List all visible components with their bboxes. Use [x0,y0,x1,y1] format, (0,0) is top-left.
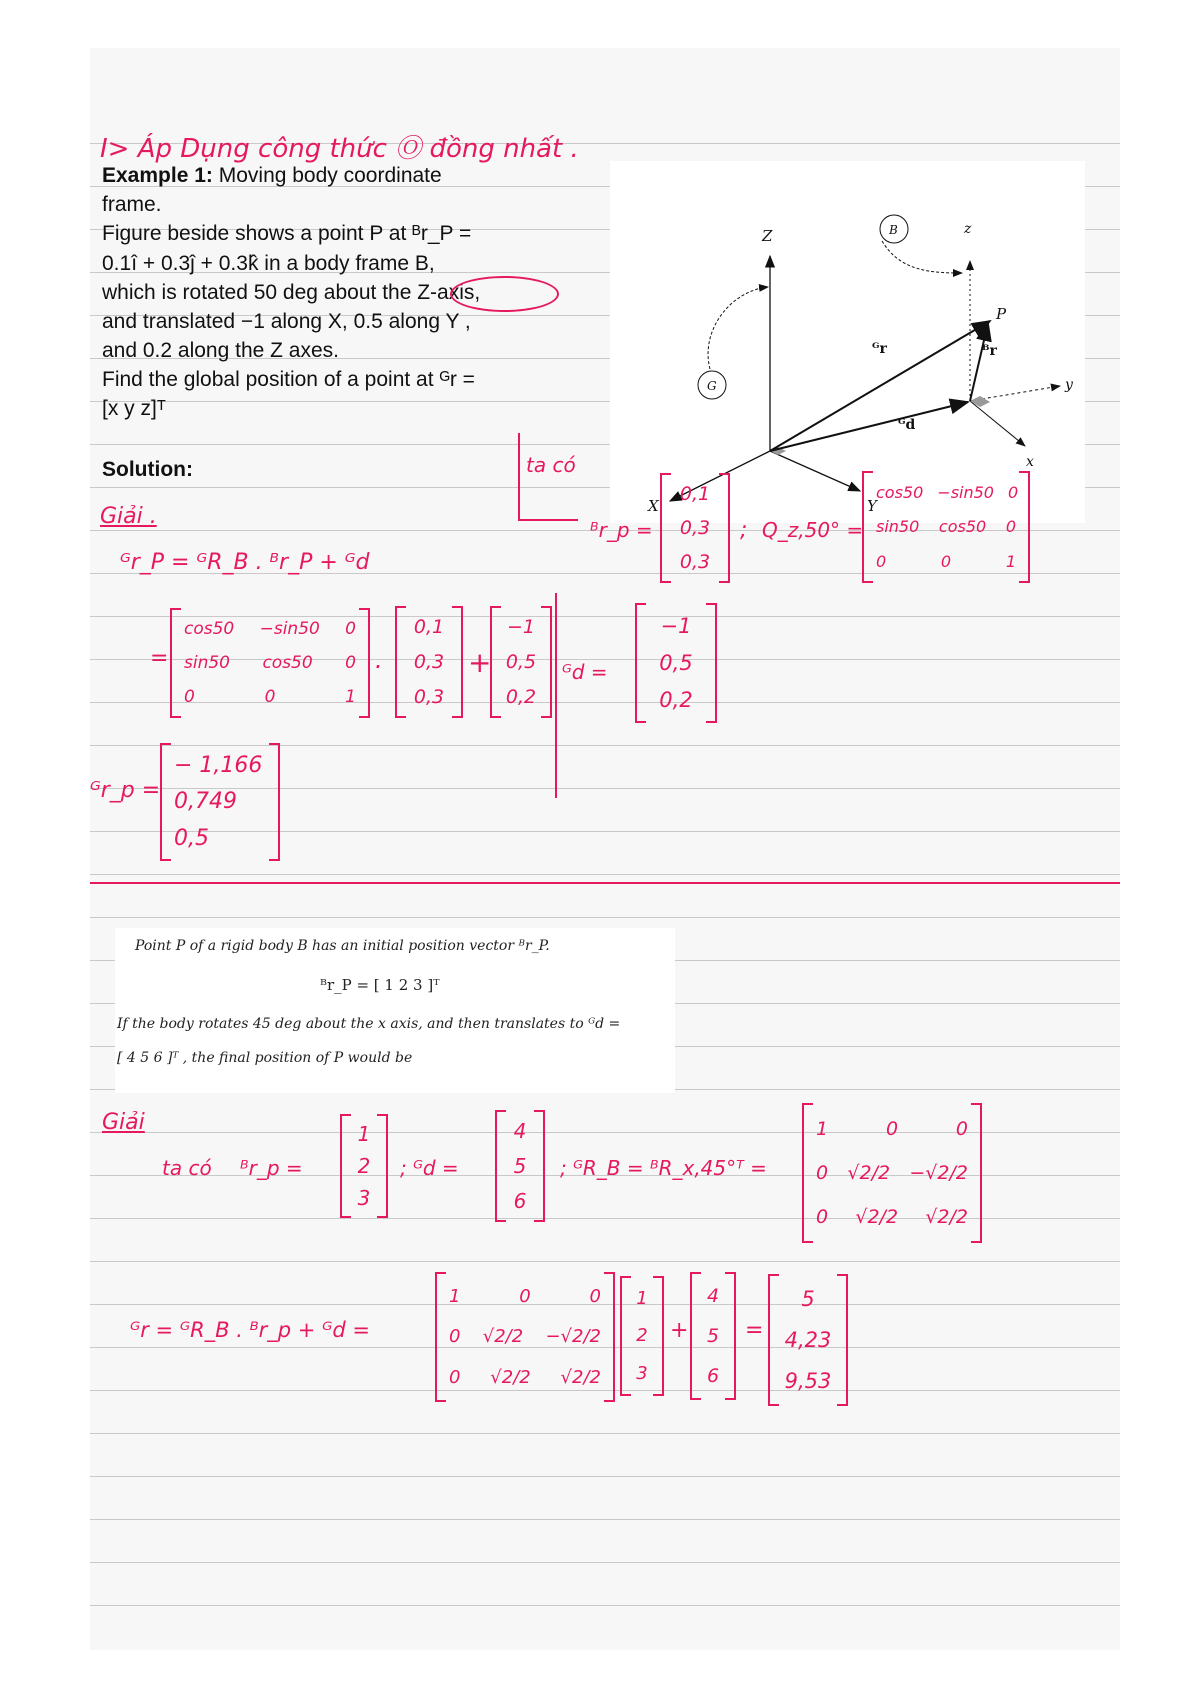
part2-gd-label: ; ᴳd = [400,1156,459,1180]
side-semicolon: ; [740,518,748,543]
side-q-label: Q_z,50° = [762,518,864,542]
label-y: y [1065,377,1073,393]
example-line: [x y z]ᵀ [102,397,166,420]
example-title-rest: Moving body coordinate [212,164,442,187]
coordinate-diagram [610,161,1085,523]
part1-equals: = [150,646,169,671]
part2-brp-vector: 1 2 3 [340,1114,388,1218]
side-divider-horizontal [518,519,578,521]
part1-result-label: ᴳr_p = [90,778,161,803]
part2-given-label: Giải [102,1110,145,1135]
label-Y: Y [867,497,877,515]
example-line: and 0.2 along the Z axes. [102,339,339,362]
part1-given-label: Giải . [100,504,157,529]
part1-rp-vector: 0,1 0,3 0,3 [395,606,463,718]
global-y-axis [770,451,860,491]
label-gd: ᴳd [898,417,916,433]
example-line: and translated −1 along X, 0.5 along Y , [102,310,471,333]
label-Z: Z [762,227,773,245]
side-q-matrix: cos50 −sin50 0 sin50 cos50 0 0 0 1 [862,471,1030,583]
part2-gd-vector: 4 5 6 [495,1110,545,1222]
part2-brp-label: ᴮr_p = [240,1156,303,1180]
problem2-line1: Point P of a rigid body B has an initial position vector ᴮr_P. [135,938,550,954]
frame-g-arrow [708,287,768,369]
body-origin-marker [970,396,990,407]
example-line: frame. [102,193,162,216]
part2-final-label: ᴳr = ᴳR_B . ᴮr_p + ᴳd = [130,1318,370,1342]
vector-br [970,323,988,401]
side-divider-lower [555,593,557,798]
example-title-line [102,164,442,188]
body-x-axis [970,401,1025,446]
side-brp-vector: 0,1 0,3 0,3 [660,473,730,583]
problem2-snippet [115,928,675,1093]
label-br: ᴮr [982,343,997,359]
side-gd-vector: −1 0,5 0,2 [635,603,717,723]
handwritten-heading: I> Áp Dụng công thức Ⓞ đồng nhất . [100,134,579,164]
part2-final-rotation-matrix: 1 0 0 0 √2/2 −√2/2 0 √2/2 √2/2 [435,1272,615,1402]
vector-gd [770,402,968,451]
side-brp-label: ᴮr_p = [590,518,653,542]
part1-equation: ᴳr_P = ᴳR_B . ᴮr_P + ᴳd [120,550,370,575]
label-x: x [1026,454,1034,470]
part1-dot: . [375,646,383,674]
part1-result-vector: − 1,166 0,749 0,5 [160,743,280,861]
part2-rotation-matrix: 1 0 0 0 √2/2 −√2/2 0 √2/2 √2/2 [802,1103,982,1243]
label-X: X [648,497,659,515]
part2-result-vector: 5 4,23 9,53 [768,1274,848,1406]
part1-d-vector: −1 0,5 0,2 [490,606,552,718]
section-separator [90,882,1120,884]
frame-b-arrow [882,241,962,273]
label-G: G [707,379,717,393]
note-page [90,48,1120,1650]
part2-final-d-vector: 4 5 6 [690,1272,736,1400]
example-line: 0.1î + 0.3ĵ + 0.3k̂ in a body frame B, [102,252,435,275]
problem2-line3: If the body rotates 45 deg about the x axis, and then translates to ᴳd = [117,1016,621,1032]
part1-plus: + [468,646,492,679]
part2-equals: = [745,1318,764,1343]
part2-final-rp-vector: 1 2 3 [620,1276,664,1396]
example-line: which is rotated 50 deg about the Z-axis, [102,281,481,304]
problem2-line2: ᴮr_P = [ 1 2 3 ]ᵀ [320,976,440,994]
label-P: P [996,305,1007,323]
part1-rotation-matrix: cos50 −sin50 0 sin50 cos50 0 0 0 1 [170,608,370,718]
part2-plus: + [670,1318,689,1343]
example-line: Find the global position of a point at ᴳr = [102,368,475,391]
coordinate-figure [610,161,1085,523]
label-z: z [964,221,972,237]
side-gd-label: ᴳd = [562,660,608,684]
label-gr: ᴳr [872,341,887,357]
side-ta-co: ta có [526,453,576,477]
part2-ta-co: ta có [162,1156,212,1180]
part2-grb-label: ; ᴳR_B = ᴮR_x,45°ᵀ = [560,1156,767,1180]
example-title: Example 1: [102,164,213,187]
label-B: B [889,223,898,237]
problem2-line4: [ 4 5 6 ]ᵀ , the final position of P would be [117,1050,413,1066]
side-divider-upper [518,433,520,519]
solution-label: Solution: [102,458,193,481]
example-line: Figure beside shows a point P at ᴮr_P = [102,222,472,245]
z-axis-circle-annotation [450,276,559,312]
